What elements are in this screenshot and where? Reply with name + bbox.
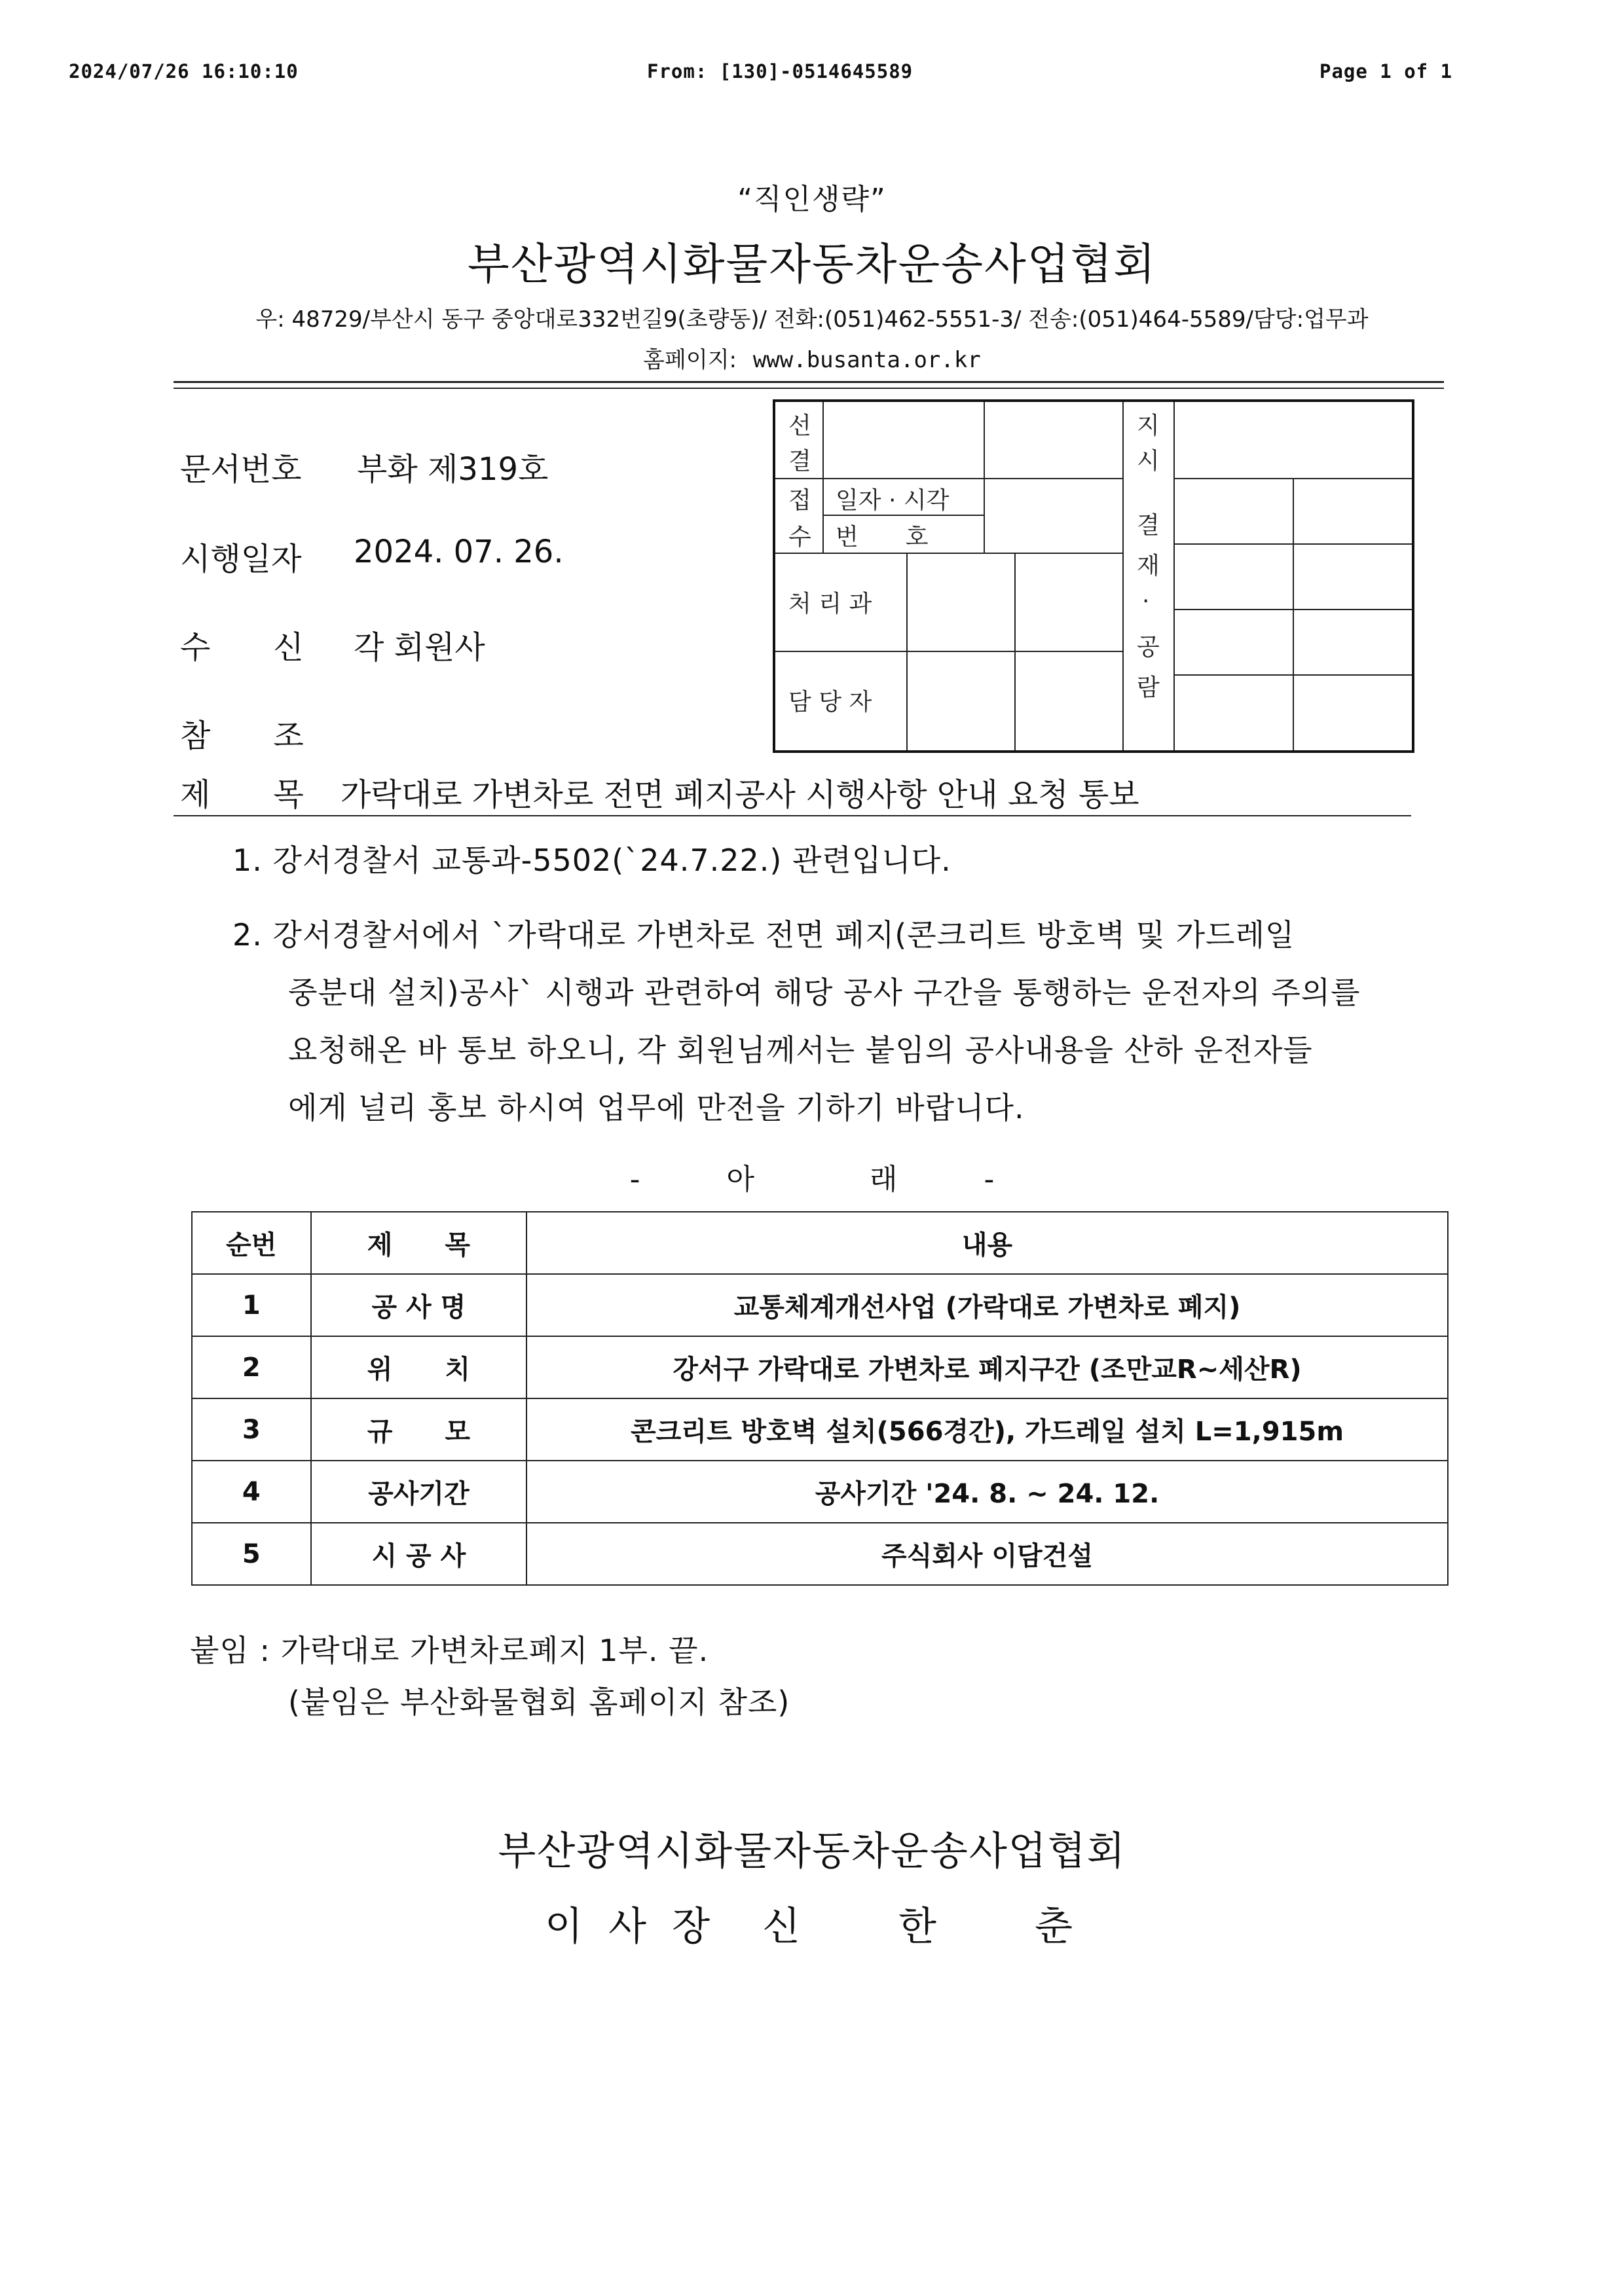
construction-info-table <box>191 1211 1449 1586</box>
fax-from: From: [130]-0514645589 <box>647 60 913 82</box>
attachment-line-1: 붙임 : 가락대로 가변차로폐지 1부. 끝. <box>190 1633 709 1668</box>
date-label: 시행일자 <box>180 541 302 577</box>
approval-manager: 담 당 자 <box>788 689 872 716</box>
row-title: 공 사 명 <box>311 1274 526 1336</box>
subject-label: 제 목 <box>180 776 304 813</box>
date-value: 2024. 07. 26. <box>354 534 564 570</box>
approval-gyeol: 결 <box>788 448 811 475</box>
row-seq: 5 <box>192 1523 311 1585</box>
doc-no-value: 부화 제319호 <box>357 451 549 488</box>
homepage-url[interactable]: www.busanta.or.kr <box>752 347 981 373</box>
fax-datetime: 2024/07/26 16:10:10 <box>69 60 299 82</box>
approval-sun: 선 <box>788 412 811 439</box>
table-row <box>192 1398 1448 1461</box>
approval-processing-dept: 처 리 과 <box>788 591 872 617</box>
header-content: 내용 <box>526 1212 1448 1274</box>
subject-value: 가락대로 가변차로 전면 폐지공사 시행사항 안내 요청 통보 <box>341 776 1139 813</box>
row-content: 강서구 가락대로 가변차로 폐지구간 (조만교R~세산R) <box>526 1336 1448 1398</box>
homepage-line <box>0 342 1624 374</box>
paragraph-2-line-2: 중분대 설치)공사` 시행과 관련하여 해당 공사 구간을 통행하는 운전자의 주의를 <box>288 975 1361 1010</box>
row-content: 콘크리트 방호벽 설치(566경간), 가드레일 설치 L=1,915m <box>526 1398 1448 1461</box>
homepage-label: 홈페이지: <box>643 347 737 373</box>
approval-si: 시 <box>1137 448 1160 475</box>
row-title: 공사기간 <box>311 1461 526 1523</box>
letterhead-rule-top <box>174 381 1444 383</box>
subject-rule <box>174 815 1411 816</box>
signature-org: 부산광역시화물자동차운송사업협회 <box>498 1829 1126 1874</box>
row-content: 공사기간 '24. 8. ~ 24. 12. <box>526 1461 1448 1523</box>
below-marker: - 아 래 - <box>629 1163 995 1196</box>
approval-gyeoljae-3: · <box>1142 588 1150 615</box>
table-row <box>192 1336 1448 1398</box>
signature-chairman: 이 사 장 신 한 춘 <box>545 1904 1079 1950</box>
org-name: 부산광역시화물자동차운송사업협회 <box>467 239 1157 289</box>
row-seq: 1 <box>192 1274 311 1336</box>
doc-no-label: 문서번호 <box>180 451 302 488</box>
paragraph-2-line-4: 에게 널리 홍보 하시여 업무에 만전을 기하기 바랍니다. <box>288 1090 1025 1125</box>
table-row <box>192 1274 1448 1336</box>
reference-label: 참 조 <box>180 718 304 754</box>
approval-gyeoljae-1: 결 <box>1137 512 1160 539</box>
approval-su: 수 <box>788 524 811 551</box>
table-row <box>192 1523 1448 1585</box>
approval-gyeoljae-4: 공 <box>1137 634 1160 661</box>
header-title: 제 목 <box>311 1212 526 1274</box>
header-seq: 순번 <box>192 1212 311 1274</box>
row-seq: 4 <box>192 1461 311 1523</box>
approval-gyeoljae-5: 람 <box>1137 674 1160 701</box>
seal-omitted-note: “직인생략” <box>737 183 887 216</box>
row-seq: 3 <box>192 1398 311 1461</box>
table-row <box>192 1461 1448 1523</box>
row-title: 위 치 <box>311 1336 526 1398</box>
approval-gyeoljae-2: 재 <box>1137 553 1160 579</box>
row-seq: 2 <box>192 1336 311 1398</box>
recipient-label: 수 신 <box>180 629 304 666</box>
letterhead-rule-bottom <box>174 388 1444 389</box>
approval-jeop: 접 <box>788 487 811 514</box>
attachment-line-2: (붙임은 부산화물협회 홈페이지 참조) <box>288 1685 790 1720</box>
approval-date-time: 일자 · 시각 <box>836 487 950 514</box>
row-content: 주식회사 이담건설 <box>526 1523 1448 1585</box>
approval-ji: 지 <box>1137 412 1160 439</box>
approval-box <box>773 399 1414 753</box>
table-header-row <box>192 1212 1448 1274</box>
row-title: 시 공 사 <box>311 1523 526 1585</box>
paragraph-1: 1. 강서경찰서 교통과-5502(`24.7.22.) 관련입니다. <box>232 843 951 878</box>
address-line: 우: 48729/부산시 동구 중앙대로332번길9(초량동)/ 전화:(051)462-5551-3/ 전송:(051)464-5589/담당:업무과 <box>255 306 1369 333</box>
paragraph-2-line-1: 2. 강서경찰서에서 `가락대로 가변차로 전면 폐지(콘크리트 방호벽 및 가드레일 <box>232 917 1295 953</box>
row-content: 교통체계개선사업 (가락대로 가변차로 폐지) <box>526 1274 1448 1336</box>
approval-number: 번 호 <box>836 524 929 551</box>
recipient-value: 각 회원사 <box>354 629 485 666</box>
paragraph-2-line-3: 요청해온 바 통보 하오니, 각 회원님께서는 붙임의 공사내용을 산하 운전자들 <box>288 1032 1313 1068</box>
fax-page: Page 1 of 1 <box>1320 60 1453 82</box>
row-title: 규 모 <box>311 1398 526 1461</box>
